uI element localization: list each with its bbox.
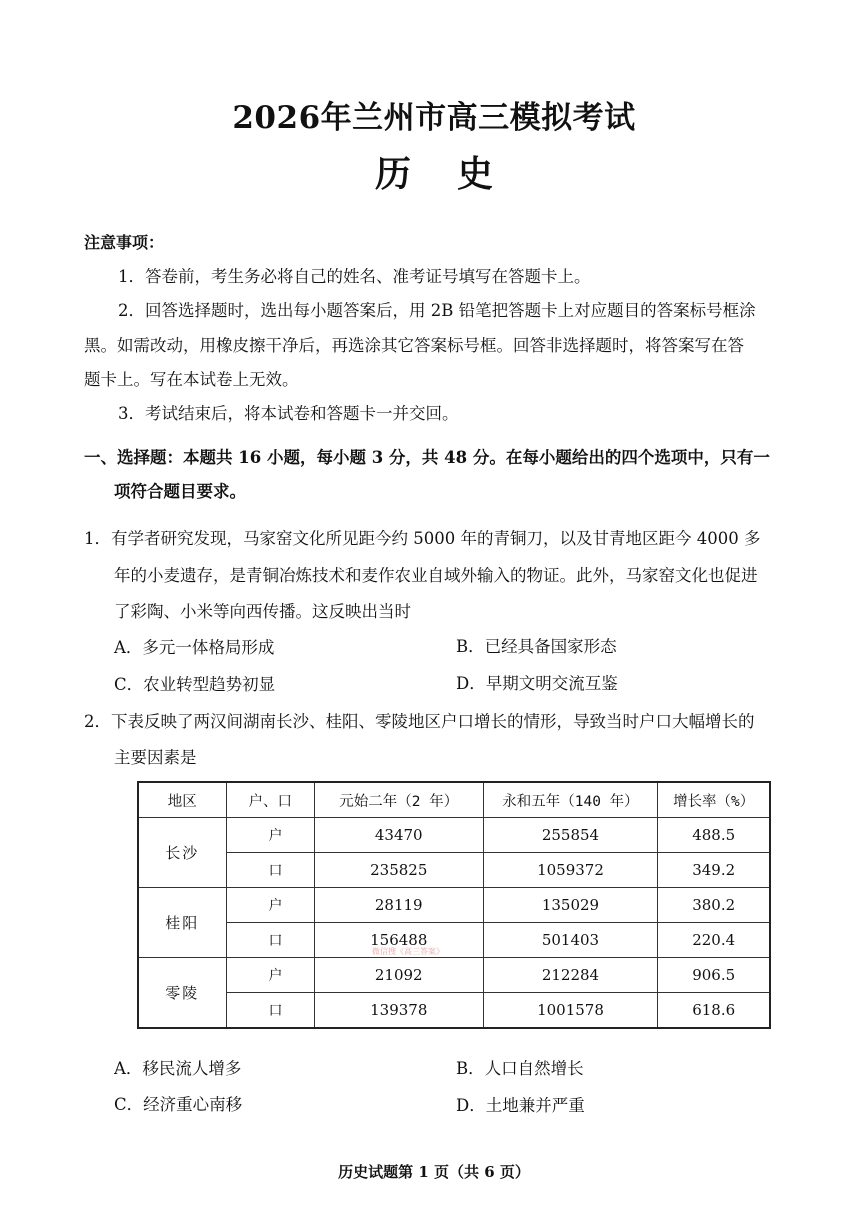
table-row <box>138 888 770 923</box>
region-cell: 桂阳 <box>138 888 226 958</box>
table-row <box>138 853 770 888</box>
value-year-2-cell: 21092 <box>314 958 483 993</box>
q1-option-b: B．已经具备国家形态 <box>456 637 617 656</box>
header-year-2: 元始二年（2 年） <box>314 782 483 818</box>
q2-stem-line-2: 主要因素是 <box>114 748 197 767</box>
value-year-2-cell: 235825 <box>314 853 483 888</box>
q2-option-b: B．人口自然增长 <box>456 1059 584 1078</box>
growth-rate-cell: 488.5 <box>658 818 770 853</box>
q1-option-d: D．早期文明交流互鉴 <box>456 674 618 693</box>
value-year-140-cell: 135029 <box>483 888 658 923</box>
type-cell: 户 <box>226 958 314 993</box>
exam-title: 2026年兰州市高三模拟考试 <box>232 100 636 136</box>
table-row <box>138 958 770 993</box>
section-1-instructions-line-1: 一、选择题：本题共 16 小题，每小题 3 分，共 48 分。在每小题给出的四个选项中，只有一 <box>84 448 770 467</box>
q2-option-d: D．土地兼并严重 <box>456 1096 585 1115</box>
notice-item-1: 1．答卷前，考生务必将自己的姓名、准考证号填写在答题卡上。 <box>118 267 591 286</box>
page-footer: 历史试题第 1 页（共 6 页） <box>338 1163 530 1181</box>
region-cell: 零陵 <box>138 958 226 1029</box>
table-header-row <box>138 782 770 818</box>
value-year-140-cell: 1001578 <box>483 993 658 1029</box>
type-cell: 口 <box>226 993 314 1029</box>
q1-stem-line-3: 了彩陶、小米等向西传播。这反映出当时 <box>114 602 411 621</box>
notice-item-3: 3．考试结束后，将本试卷和答题卡一并交回。 <box>118 404 459 423</box>
notice-item-2-line-3: 题卡上。写在本试卷上无效。 <box>84 370 299 389</box>
value-year-2-cell: 139378 <box>314 993 483 1029</box>
q2-option-a: A．移民流人增多 <box>114 1059 242 1078</box>
value-year-140-cell: 212284 <box>483 958 658 993</box>
growth-rate-cell: 220.4 <box>658 923 770 958</box>
table-row <box>138 993 770 1029</box>
header-year-140: 永和五年（140 年） <box>483 782 658 818</box>
watermark-text: 微信搜《高三答案》 <box>372 947 444 956</box>
header-growth-rate: 增长率（%） <box>658 782 770 818</box>
region-cell: 长沙 <box>138 818 226 888</box>
growth-rate-cell: 380.2 <box>658 888 770 923</box>
value-year-140-cell: 1059372 <box>483 853 658 888</box>
section-1-instructions-line-2: 项符合题目要求。 <box>114 482 246 501</box>
notice-item-2-line-1: 2．回答选择题时，选出每小题答案后，用 2B 铅笔把答题卡上对应题目的答案标号框涂 <box>118 301 756 320</box>
header-household-population: 户、口 <box>226 782 314 818</box>
value-year-2-cell: 28119 <box>314 888 483 923</box>
type-cell: 口 <box>226 923 314 958</box>
value-year-2-cell: 43470 <box>314 818 483 853</box>
subject-title: 历史 <box>374 153 539 195</box>
type-cell: 户 <box>226 818 314 853</box>
table-row <box>138 923 770 958</box>
population-table <box>137 781 771 1029</box>
notice-heading: 注意事项： <box>84 233 165 252</box>
q1-option-a: A．多元一体格局形成 <box>114 638 275 657</box>
type-cell: 口 <box>226 853 314 888</box>
q1-stem-line-1: 1．有学者研究发现，马家窑文化所见距今约 5000 年的青铜刀，以及甘青地区距今 4000 多 <box>84 529 761 548</box>
table-row <box>138 818 770 853</box>
header-region: 地区 <box>138 782 226 818</box>
q1-option-c: C．农业转型趋势初显 <box>114 675 276 694</box>
q2-stem-line-1: 2．下表反映了两汉间湖南长沙、桂阳、零陵地区户口增长的情形，导致当时户口大幅增长的 <box>84 712 755 731</box>
value-year-2-cell: 156488 <box>314 923 483 958</box>
type-cell: 户 <box>226 888 314 923</box>
q1-stem-line-2: 年的小麦遗存，是青铜冶炼技术和麦作农业自域外输入的物证。此外，马家窑文化也促进 <box>114 566 758 585</box>
value-year-140-cell: 255854 <box>483 818 658 853</box>
growth-rate-cell: 349.2 <box>658 853 770 888</box>
value-year-140-cell: 501403 <box>483 923 658 958</box>
notice-item-2-line-2: 黑。如需改动，用橡皮擦干净后，再选涂其它答案标号框。回答非选择题时，将答案写在答 <box>84 336 744 355</box>
q2-option-c: C．经济重心南移 <box>114 1095 243 1114</box>
growth-rate-cell: 906.5 <box>658 958 770 993</box>
growth-rate-cell: 618.6 <box>658 993 770 1029</box>
